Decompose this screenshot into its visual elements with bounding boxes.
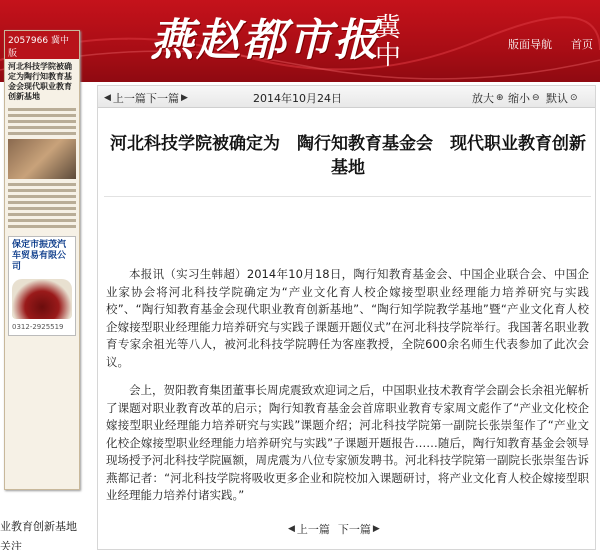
left-article-link-2[interactable]: 关注	[0, 540, 22, 550]
zoom-in-button[interactable]	[472, 90, 504, 106]
article-headline: 河北科技学院被确定为 陶行知教育基金会 现代职业教育创新基地	[110, 134, 586, 178]
thumbnail-masthead: 2057966 冀中版	[5, 31, 79, 59]
zoom-in-label: 放大	[472, 92, 494, 105]
bottom-prev-button[interactable]	[288, 521, 330, 537]
default-label: 默认	[546, 92, 568, 105]
bottom-article-nav	[288, 521, 380, 537]
prev-label: 上一篇	[112, 92, 146, 105]
thumbnail-text-lines-2	[5, 183, 79, 228]
home-link[interactable]: 首页	[571, 38, 593, 51]
layout-nav-link[interactable]: 版面导航	[508, 38, 552, 51]
thumbnail-photo	[8, 139, 76, 179]
thumbnail-title: 河北科技学院被确定为陶行知教育基金会现代职业教育创新基地	[8, 62, 72, 101]
page-thumbnail[interactable]	[4, 30, 80, 490]
triangle-left-icon: ◀	[288, 524, 295, 534]
article-panel	[97, 85, 596, 550]
bottom-prev-label: 上一篇	[296, 523, 330, 536]
ad-contact: 0312-2925519	[12, 323, 64, 331]
site-header	[0, 0, 600, 82]
article-paragraph: 本报讯（实习生韩超）2014年10月18日，陶行知教育基金会、中国企业联合会、中国企业家协会将河北科技学院确定为“产业文化育人校企嫁接型职业经理能力培养研究与实践校”、“陶行知教育基金会现代职业教育创新基地”、“陶行知学院教学基地”暨“产业文化育人校企嫁接型职业经理能力培养研究与实践子课题开题仪式”在河北科技学院举行。我国著名职业教育专家余祖光等八人，被河北科技学院聘任为客座教授，全院600余名师生代表参加了此次会议。	[106, 267, 589, 369]
triangle-left-icon: ◀	[104, 93, 111, 103]
thumbnail-ad	[8, 236, 76, 336]
bottom-next-button[interactable]	[338, 521, 380, 537]
minus-circle-icon: ⊖	[532, 93, 540, 103]
next-label: 下一篇	[146, 92, 179, 105]
bottom-next-label: 下一篇	[337, 523, 371, 536]
car-image	[12, 279, 72, 319]
article-body	[106, 266, 589, 516]
next-article-button[interactable]	[146, 90, 188, 106]
prev-article-button[interactable]	[104, 90, 146, 106]
issue-date: 2014年10月24日	[253, 92, 342, 105]
page-thumbnail-column	[0, 0, 88, 550]
zoom-out-label: 缩小	[508, 92, 530, 105]
article-toolbar	[98, 86, 595, 108]
left-article-link[interactable]: 业教育创新基地	[0, 520, 77, 533]
site-logo[interactable]: 燕赵都市报	[150, 15, 380, 66]
thumbnail-text-lines	[5, 108, 79, 135]
region-label: 冀中	[374, 13, 401, 71]
ad-title: 保定市振茂汽车贸易有限公司	[12, 240, 67, 272]
headline-divider	[104, 196, 591, 197]
plus-circle-icon: ⊕	[496, 93, 504, 103]
triangle-right-icon: ▶	[181, 93, 188, 103]
article-paragraph: 会上，贺阳教育集团董事长周虎震致欢迎词之后，中国职业技术教育学会副会长余祖光解析了课题对职业教育改革的启示；陶行知教育基金会首席职业教育专家周文彪作了“产业文化校企嫁接型职业经理能力培养研究与实践”课题介绍；河北科技学院第一副院长张崇玺作了“产业文化校企嫁接型职业经理能力培养研究与实践”子课题开题报告……随后，陶行知教育基金会领导现场授予河北科技学院匾额，周虎震为八位专家颁发聘书。河北科技学院第一副院长张崇玺告诉燕都记者：“河北科技学院将吸收更多企业和院校加入课题研讨，将产业文化育人校企嫁接型职业经理能力培养付诸实践。”	[106, 383, 589, 502]
default-circle-icon: ⊙	[570, 93, 578, 103]
zoom-out-button[interactable]	[508, 90, 540, 106]
triangle-right-icon: ▶	[372, 524, 380, 534]
default-size-button[interactable]	[546, 90, 578, 106]
